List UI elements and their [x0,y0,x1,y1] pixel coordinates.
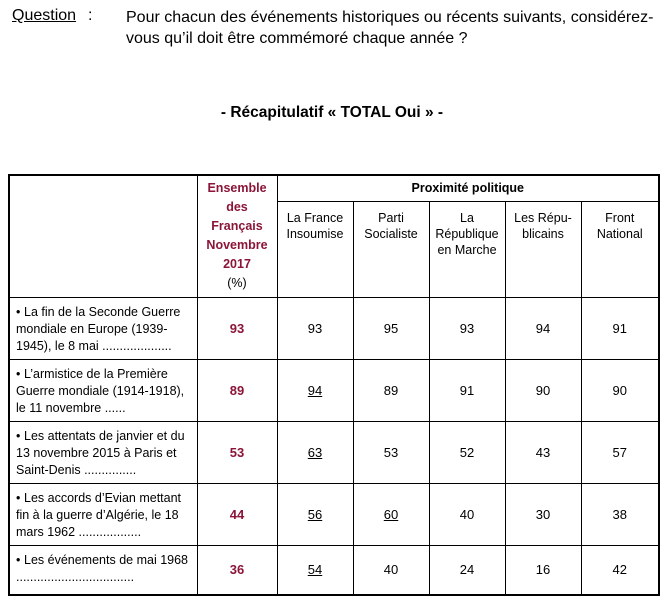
party-value: 90 [581,359,659,421]
party-value: 93 [429,297,505,359]
party-value: 94 [277,359,353,421]
bullet-icon: • [16,304,21,319]
ensemble-unit: (%) [227,276,247,291]
ensemble-header [197,175,277,297]
ensemble-value: 44 [197,483,277,545]
ensemble-header-line: 2017 [223,257,251,272]
party-header: La France Insoumise [277,201,353,297]
recap-title: - Récapitulatif « TOTAL Oui » - [220,104,444,121]
table-row [9,359,659,421]
table-row [9,545,659,595]
proximity-header: Proximité politique [277,175,659,201]
party-value: 60 [353,483,429,545]
party-value: 54 [277,545,353,595]
ensemble-header-line: Français [211,219,263,234]
party-value: 40 [429,483,505,545]
party-value: 42 [581,545,659,595]
party-value: 93 [277,297,353,359]
party-header: Parti Socialiste [353,201,429,297]
party-value: 53 [353,421,429,483]
results-table [8,174,660,596]
ensemble-value: 36 [197,545,277,595]
party-header: Les Répu-blicains [505,201,581,297]
party-value: 57 [581,421,659,483]
question-text: Pour chacun des événements historiques ou récents suivants, considérez-vous qu’il doit être commémoré chaque année ? [126,9,654,47]
table-row [9,297,659,359]
ensemble-value: 93 [197,297,277,359]
party-header: Front National [581,201,659,297]
party-value: 38 [581,483,659,545]
party-value: 40 [353,545,429,595]
bullet-icon: • [16,552,21,567]
question-label: Question [12,7,77,24]
party-value: 94 [505,297,581,359]
ensemble-header-line: des [226,200,248,215]
party-value: 95 [353,297,429,359]
bullet-icon: • [16,366,21,381]
party-value: 16 [505,545,581,595]
party-header: La République en Marche [429,201,505,297]
empty-header-cell [9,175,197,297]
row-label: Les événements de mai 1968 .................................. [16,552,188,584]
party-value: 91 [581,297,659,359]
question-colon: : [88,7,93,24]
table-row [9,421,659,483]
bullet-icon: • [16,428,21,443]
party-value: 56 [277,483,353,545]
ensemble-value: 53 [197,421,277,483]
row-label: Les accords d’Evian mettant fin à la guerre d’Algérie, le 18 mars 1962 .................. [16,490,182,539]
party-value: 24 [429,545,505,595]
row-label: Les attentats de janvier et du 13 novembre 2015 à Paris et Saint-Denis ............... [16,428,185,477]
ensemble-header-line: Ensemble [207,181,267,196]
ensemble-value: 89 [197,359,277,421]
party-value: 43 [505,421,581,483]
party-value: 91 [429,359,505,421]
party-value: 63 [277,421,353,483]
row-label: L’armistice de la Première Guerre mondiale (1914-1918), le 11 novembre ...... [16,366,185,415]
table-row [9,483,659,545]
party-value: 30 [505,483,581,545]
party-value: 52 [429,421,505,483]
row-label: La fin de la Seconde Guerre mondiale en Europe (1939-1945), le 8 mai .................... [16,304,181,353]
bullet-icon: • [16,490,21,505]
ensemble-header-line: Novembre [206,238,268,253]
party-value: 89 [353,359,429,421]
party-value: 90 [505,359,581,421]
